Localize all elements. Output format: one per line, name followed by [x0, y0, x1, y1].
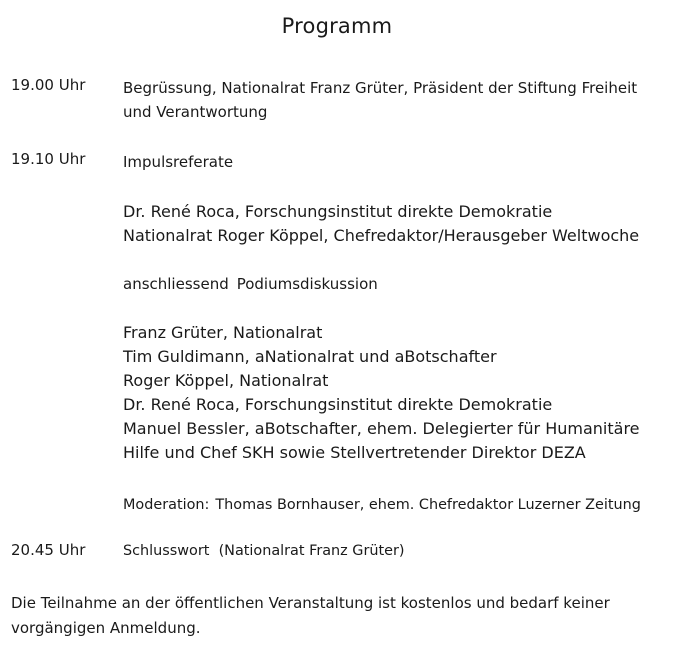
podium-line: [123, 272, 378, 296]
panel-member: Hilfe und Chef SKH sowie Stellvertretender Direktor DEZA: [123, 443, 586, 462]
participation-note: [11, 591, 610, 641]
note-line-2: vorgängigen Anmeldung.: [11, 619, 201, 637]
speaker-item: Nationalrat Roger Köppel, Chefredaktor/Herausgeber Weltwoche: [123, 226, 640, 245]
page-title: Programm: [281, 14, 393, 38]
impulse-heading: Impulsreferate: [123, 153, 234, 171]
panel-member: Manuel Bessler, aBotschafter, ehem. Delegierter für Humanitäre: [123, 419, 640, 438]
agenda-item-welcome: [123, 76, 637, 124]
panel-list: [123, 321, 640, 465]
moderation-line: [123, 493, 641, 517]
panel-member: Dr. René Roca, Forschungsinstitut direkte Demokratie: [123, 395, 553, 414]
followup-label: anschliessend: [123, 275, 229, 293]
impulse-speakers: [123, 200, 639, 248]
panel-member: Roger Köppel, Nationalrat: [123, 371, 329, 390]
speaker-item: Dr. René Roca, Forschungsinstitut direkte Demokratie: [123, 202, 553, 221]
welcome-line-1: Begrüssung, Nationalrat Franz Grüter, Präsident der Stiftung Freiheit: [123, 79, 638, 97]
time-2045: 20.45 Uhr: [11, 541, 86, 559]
panel-member: Franz Grüter, Nationalrat: [123, 323, 323, 342]
time-1910: 19.10 Uhr: [11, 150, 86, 168]
moderation-label: Moderation:: [123, 497, 210, 513]
welcome-line-2: und Verantwortung: [123, 103, 268, 121]
time-1900: 19.00 Uhr: [11, 76, 86, 94]
moderation-text: Thomas Bornhauser, ehem. Chefredaktor Luzerner Zeitung: [215, 497, 641, 513]
panel-member: Tim Guldimann, aNationalrat und aBotschafter: [123, 347, 497, 366]
closing-words: Schlusswort (Nationalrat Franz Grüter): [123, 543, 405, 559]
followup-title: Podiumsdiskussion: [236, 275, 378, 293]
note-line-1: Die Teilnahme an der öffentlichen Veranstaltung ist kostenlos und bedarf keiner: [11, 594, 610, 612]
